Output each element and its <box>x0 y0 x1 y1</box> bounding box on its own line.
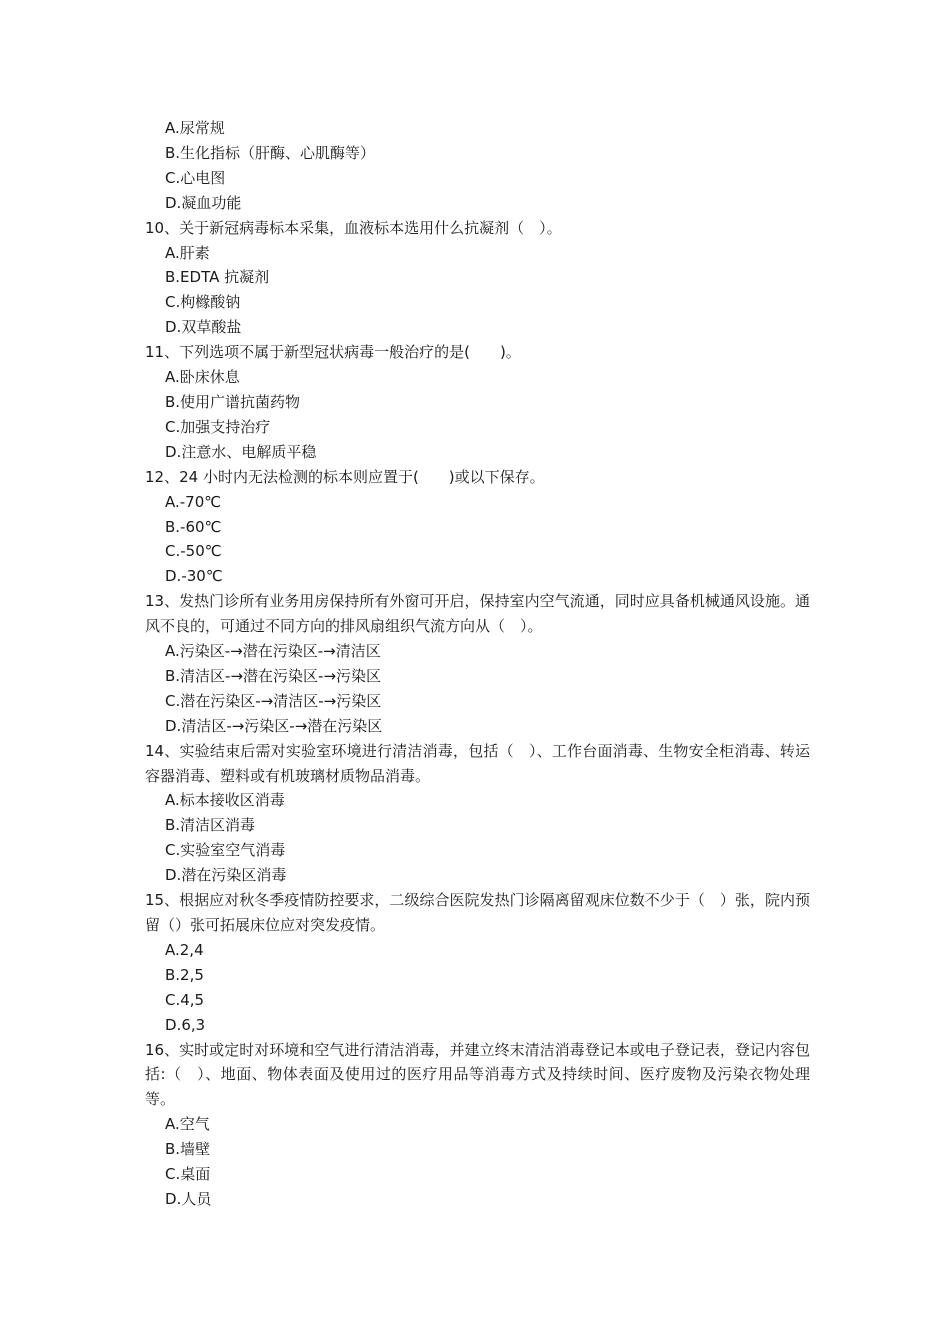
option-d: D.注意水、电解质平稳 <box>165 442 317 461</box>
option-b: B.-60℃ <box>165 517 222 536</box>
question-15 <box>145 888 810 1037</box>
question-16 <box>145 1038 810 1212</box>
option-d: D.-30℃ <box>165 567 223 586</box>
question-14 <box>145 739 810 888</box>
previous-question-options <box>145 116 810 216</box>
option-b: B.2,5 <box>165 965 204 984</box>
question-13 <box>145 589 810 738</box>
question-text: 12、24 小时内无法检测的标本则应置于( )或以下保存。 <box>145 467 545 486</box>
option-a: A.2,4 <box>165 940 204 959</box>
option-b: B.生化指标（肝酶、心肌酶等） <box>165 143 376 162</box>
question-list <box>145 116 810 1212</box>
option-c: C.实验室空气消毒 <box>165 841 286 860</box>
option-c: C.心电图 <box>165 168 226 187</box>
option-b: B.使用广谱抗菌药物 <box>165 392 301 411</box>
question-text: 14、实验结束后需对实验室环境进行清洁消毒，包括（ ）、工作台面消毒、生物安全柜消毒、转运容器消毒、塑料或有机玻璃材质物品消毒。 <box>145 741 810 785</box>
option-d: D.潜在污染区消毒 <box>165 866 287 885</box>
option-c: C.加强支持治疗 <box>165 417 271 436</box>
question-text: 11、下列选项不属于新型冠状病毒一般治疗的是( )。 <box>145 343 521 362</box>
option-b: B.EDTA 抗凝剂 <box>165 268 270 287</box>
option-b: B.清洁区-→潜在污染区-→污染区 <box>165 666 382 685</box>
question-text: 16、实时或定时对环境和空气进行清洁消毒，并建立终末清洁消毒登记本或电子登记表，登记内容包括:（ ）、地面、物体表面及使用过的医疗用品等消毒方式及持续时间、医疗废物及污染衣物处理等。 <box>145 1040 810 1109</box>
option-a: A.空气 <box>165 1115 210 1134</box>
question-text: 15、根据应对秋冬季疫情防控要求，二级综合医院发热门诊隔离留观床位数不少于（ ）张，院内预留（）张可拓展床位应对突发疫情。 <box>145 891 810 934</box>
option-d: D.6,3 <box>165 1015 206 1034</box>
option-a: A.尿常规 <box>165 119 225 137</box>
option-d: D.双草酸盐 <box>165 318 242 337</box>
question-12 <box>145 465 810 590</box>
question-text: 13、发热门诊所有业务用房保持所有外窗可开启，保持室内空气流通，同时应具备机械通风设施。通风不良的，可通过不同方向的排风扇组织气流方向从（ ）。 <box>145 592 810 636</box>
option-a: A.标本接收区消毒 <box>165 791 285 810</box>
option-a: A.-70℃ <box>165 492 222 511</box>
option-c: C.枸橼酸钠 <box>165 293 241 312</box>
option-c: C.-50℃ <box>165 542 222 561</box>
option-c: C.桌面 <box>165 1165 211 1184</box>
question-10 <box>145 216 810 341</box>
option-a: A.卧床休息 <box>165 368 240 387</box>
option-b: B.墙壁 <box>165 1140 211 1159</box>
option-d: D.凝血功能 <box>165 193 242 212</box>
option-d: D.人员 <box>165 1189 212 1208</box>
question-text: 10、关于新冠病毒标本采集，血液标本选用什么抗凝剂（ ）。 <box>145 218 562 237</box>
option-d: D.清洁区-→污染区-→潜在污染区 <box>165 716 383 735</box>
option-a: A.肝素 <box>165 243 210 262</box>
option-a: A.污染区-→潜在污染区-→清洁区 <box>165 642 381 661</box>
option-c: C.潜在污染区-→清洁区-→污染区 <box>165 691 382 710</box>
question-11 <box>145 340 810 465</box>
option-c: C.4,5 <box>165 990 205 1009</box>
option-b: B.清洁区消毒 <box>165 816 256 835</box>
